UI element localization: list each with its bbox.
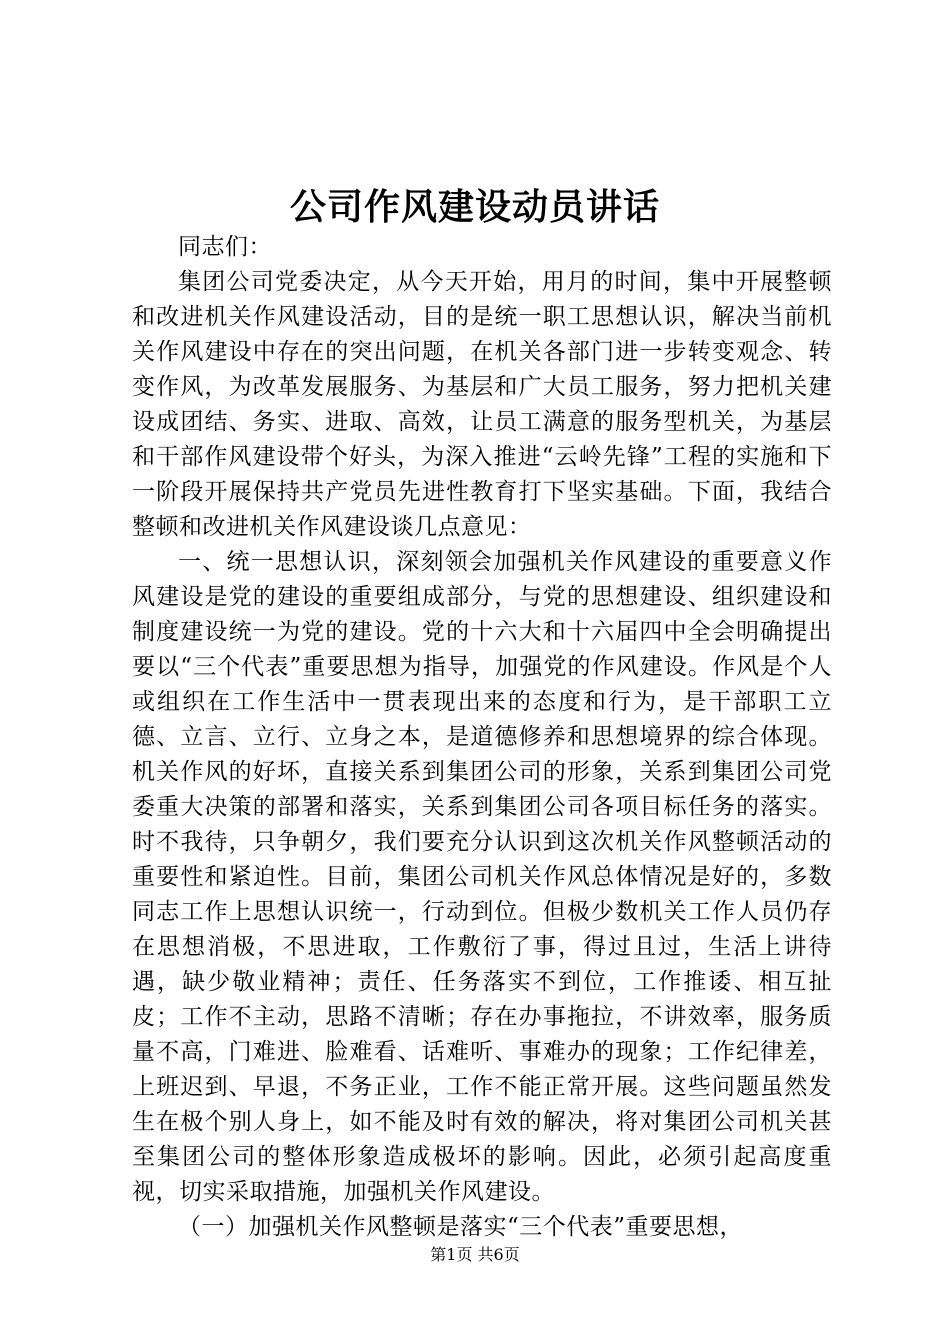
- document-body: [132, 230, 832, 1245]
- paragraph-subsection-one: （一）加强机关作风整顿是落实“三个代表”重要思想，: [178, 1214, 744, 1240]
- paragraph-intro: 集团公司党委决定，从今天开始，用月的时间，集中开展整顿和改进机关作风建设活动，目的是统一职工思想认识，解决当前机关作风建设中存在的突出问题，在机关各部门进一步转变观念、转变作风，为改革发展服务、为基层和广大员工服务，努力把机关建设成团结、务实、进取、高效，让员工满意的服务型机关，为基层和干部作风建设带个好头，为深入推进“云岭先锋”工程的实施和下一阶段开展保持共产党员先进性教育打下坚实基础。下面，我结合整顿和改进机关作风建设谈几点意见：: [132, 269, 832, 540]
- page-number-footer: 第1页 共6页: [430, 1245, 520, 1264]
- salutation: 同志们：: [178, 234, 272, 260]
- paragraph-section-one: 一、统一思想认识，深刻领会加强机关作风建设的重要意义作风建设是党的建设的重要组成部分，与党的思想建设、组织建设和制度建设统一为党的建设。党的十六大和十六届四中全会明确提出要以“三个代表”重要思想为指导，加强党的作风建设。作风是个人或组织在工作生活中一贯表现出来的态度和行为，是干部职工立德、立言、立行、立身之本，是道德修养和思想境界的综合体现。机关作风的好坏，直接关系到集团公司的形象，关系到集团公司党委重大决策的部署和落实，关系到集团公司各项目标任务的落实。时不我待，只争朝夕，我们要充分认识到这次机关作风整顿活动的重要性和紧迫性。目前，集团公司机关作风总体情况是好的，多数同志工作上思想认识统一，行动到位。但极少数机关工作人员仍存在思想消极，不思进取，工作敷衍了事，得过且过，生活上讲待遇，缺少敬业精神；责任、任务落实不到位，工作推诿、相互扯皮；工作不主动，思路不清晰；存在办事拖拉，不讲效率，服务质量不高，门难进、脸难看、话难听、事难办的现象；工作纪律差，上班迟到、早退，不务正业，工作不能正常开展。这些问题虽然发生在极个别人身上，如不能及时有效的解决，将对集团公司机关甚至集团公司的整体形象造成极坏的影响。因此，必须引起高度重视，切实采取措施，加强机关作风建设。: [132, 549, 832, 1205]
- document-title: 公司作风建设动员讲话: [289, 187, 660, 228]
